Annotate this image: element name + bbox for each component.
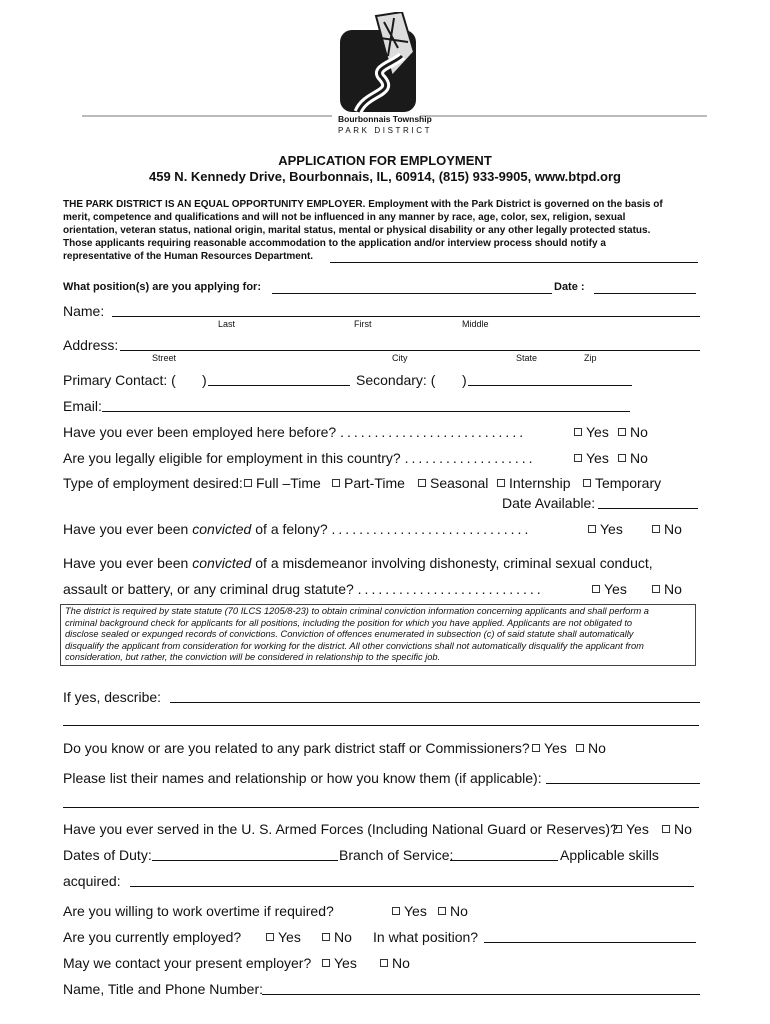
checkbox-icon [652, 585, 660, 593]
overtime-yes[interactable]: Yes [392, 903, 427, 919]
currently-employed-no[interactable]: No [322, 929, 352, 945]
checkbox-icon [618, 428, 626, 436]
checkbox-icon [588, 525, 596, 533]
date-available-input[interactable] [598, 508, 698, 509]
type-internship[interactable]: Internship [497, 475, 570, 491]
date-label: Date : [554, 281, 585, 293]
position-label: What position(s) are you applying for: [63, 281, 261, 293]
checkbox-icon [532, 744, 540, 752]
checkbox-icon [438, 907, 446, 915]
eeo-line-3: orientation, veteran status, national origin, marital status, mental or physical disability or any other legally protected status. [63, 225, 651, 236]
misdemeanor-label: Have you ever been convicted of a misdemeanor involving dishonesty, criminal sexual conduct, [63, 555, 653, 571]
eeo-line-5: representative of the Human Resources Department. [63, 251, 314, 262]
header-rule-left [82, 115, 332, 117]
address-input[interactable] [120, 350, 700, 351]
notice-line-1: The district is required by state statute (70 ILCS 1205/8-23) to obtain criminal conviction information concerning applicants and shall perform a [65, 606, 649, 616]
armed-forces-no[interactable]: No [662, 821, 692, 837]
overtime-label: Are you willing to work overtime if required? [63, 903, 334, 919]
overtime-no[interactable]: No [438, 903, 468, 919]
address-sub-city: City [392, 353, 408, 363]
dates-of-duty-label: Dates of Duty: [63, 847, 152, 863]
primary-contact-label: Primary Contact: ( [63, 372, 176, 388]
address-label: Address: [63, 337, 119, 353]
checkbox-icon [576, 744, 584, 752]
email-label: Email: [63, 398, 102, 414]
secondary-contact-paren: ) [462, 372, 467, 388]
date-input[interactable] [594, 293, 696, 294]
notice-line-5: consideration, but rather, the conviction will be considered in relationship to the specific job. [65, 652, 441, 663]
felony-label: Have you ever been convicted of a felony? ............................. [63, 521, 532, 537]
name-title-phone-input[interactable] [262, 994, 700, 995]
contact-employer-no[interactable]: No [380, 955, 410, 971]
contact-employer-yes[interactable]: Yes [322, 955, 357, 971]
name-input[interactable] [112, 316, 700, 317]
checkbox-icon [583, 479, 591, 487]
list-names-input-line-2[interactable] [63, 807, 699, 808]
eligible-no[interactable]: No [618, 450, 648, 466]
notice-line-3: disclose sealed or expunged records of convictions. Conviction of offences enumerated in subsection (c) of said statute shall automatically [65, 629, 634, 640]
related-yes[interactable]: Yes [532, 740, 567, 756]
employed-before-label: Have you ever been employed here before? ........................... [63, 424, 527, 440]
park-district-logo-icon [336, 12, 422, 114]
notice-line-2: criminal background check for applicants for all positions, including the position for which you have applied. Applicants are not obligated to [65, 617, 633, 628]
armed-forces-label: Have you ever served in the U. S. Armed Forces (Including National Guard or Reserves)? [63, 821, 618, 837]
list-names-input[interactable] [546, 783, 700, 784]
checkbox-icon [592, 585, 600, 593]
type-full-time[interactable]: Full –Time [244, 475, 321, 491]
eeo-line-1: THE PARK DISTRICT IS AN EQUAL OPPORTUNITY EMPLOYER. Employment with the Park District is governed on the basis of [63, 199, 663, 210]
eligible-label: Are you legally eligible for employment in this country? ................... [63, 450, 536, 466]
email-input[interactable] [102, 411, 630, 412]
secondary-contact-input[interactable] [468, 385, 632, 386]
form-address: 459 N. Kennedy Drive, Bourbonnais, IL, 60914, (815) 933-9905, www.btpd.org [149, 169, 621, 184]
date-available-label: Date Available: [502, 495, 596, 511]
related-label: Do you know or are you related to any park district staff or Commissioners? [63, 740, 530, 756]
misdemeanor-no[interactable]: No [652, 581, 682, 597]
misdemeanor-label-line-2: assault or battery, or any criminal drug statute? ........................... [63, 581, 544, 597]
logo-subtext: PARK DISTRICT [338, 126, 433, 135]
eeo-line-2: merit, competence and qualifications and will not be influenced in any manner by race, age, color, sex, religion, sexual [63, 212, 626, 223]
name-title-phone-label: Name, Title and Phone Number: [63, 981, 263, 997]
employment-type-label: Type of employment desired: [63, 475, 243, 491]
name-sub-last: Last [218, 319, 236, 329]
employed-before-no[interactable]: No [618, 424, 648, 440]
current-position-label: In what position? [373, 929, 479, 945]
dates-of-duty-input[interactable] [152, 860, 338, 861]
name-sub-middle: Middle [462, 319, 489, 329]
if-yes-input-line-2[interactable] [63, 725, 699, 726]
address-sub-state: State [516, 353, 538, 363]
eeo-line-4: Those applicants requiring reasonable accommodation to the application and/or interview process should notify a [63, 238, 606, 249]
type-temporary[interactable]: Temporary [583, 475, 661, 491]
checkbox-icon [574, 454, 582, 462]
name-sub-first: First [354, 319, 372, 329]
if-yes-label: If yes, describe: [63, 689, 162, 705]
checkbox-icon [618, 454, 626, 462]
address-sub-street: Street [152, 353, 177, 363]
checkbox-icon [266, 933, 274, 941]
primary-contact-paren: ) [202, 372, 207, 388]
name-label: Name: [63, 303, 105, 319]
secondary-contact-label: Secondary: ( [356, 372, 436, 388]
header-rule-right [420, 115, 707, 117]
currently-employed-label: Are you currently employed? [63, 929, 242, 945]
address-sub-zip: Zip [584, 353, 597, 363]
checkbox-icon [652, 525, 660, 533]
employed-before-yes[interactable]: Yes [574, 424, 609, 440]
checkbox-icon [244, 479, 252, 487]
checkbox-icon [322, 959, 330, 967]
form-title: APPLICATION FOR EMPLOYMENT [278, 153, 492, 168]
checkbox-icon [662, 825, 670, 833]
contact-employer-label: May we contact your present employer? [63, 955, 312, 971]
checkbox-icon [614, 825, 622, 833]
criminal-check-notice [60, 604, 696, 666]
checkbox-icon [322, 933, 330, 941]
misdemeanor-yes[interactable]: Yes [592, 581, 627, 597]
checkbox-icon [418, 479, 426, 487]
checkbox-icon [332, 479, 340, 487]
notice-line-4: disqualify the applicant from consideration for working for the district. All other convictions shall not automatically disqualify the applicant from [65, 640, 644, 651]
skills-label: Applicable skills [560, 847, 659, 863]
currently-employed-yes[interactable]: Yes [266, 929, 301, 945]
branch-input[interactable] [450, 860, 558, 861]
checkbox-icon [574, 428, 582, 436]
checkbox-icon [497, 479, 505, 487]
position-input[interactable] [272, 293, 552, 294]
eeo-underline [330, 262, 698, 263]
type-seasonal[interactable]: Seasonal [418, 475, 488, 491]
checkbox-icon [392, 907, 400, 915]
if-yes-input[interactable] [170, 702, 700, 703]
acquired-label: acquired: [63, 873, 121, 889]
felony-yes[interactable]: Yes [588, 521, 623, 537]
checkbox-icon [380, 959, 388, 967]
list-names-label: Please list their names and relationship or how you know them (if applicable): [63, 770, 542, 786]
eligible-yes[interactable]: Yes [574, 450, 609, 466]
skills-input[interactable] [130, 886, 694, 887]
felony-no[interactable]: No [652, 521, 682, 537]
current-position-input[interactable] [484, 942, 696, 943]
armed-forces-yes[interactable]: Yes [614, 821, 649, 837]
logo-text: Bourbonnais Township [338, 114, 432, 124]
primary-contact-input[interactable] [208, 385, 350, 386]
related-no[interactable]: No [576, 740, 606, 756]
type-part-time[interactable]: Part-Time [332, 475, 405, 491]
branch-label: Branch of Service: [339, 847, 454, 863]
